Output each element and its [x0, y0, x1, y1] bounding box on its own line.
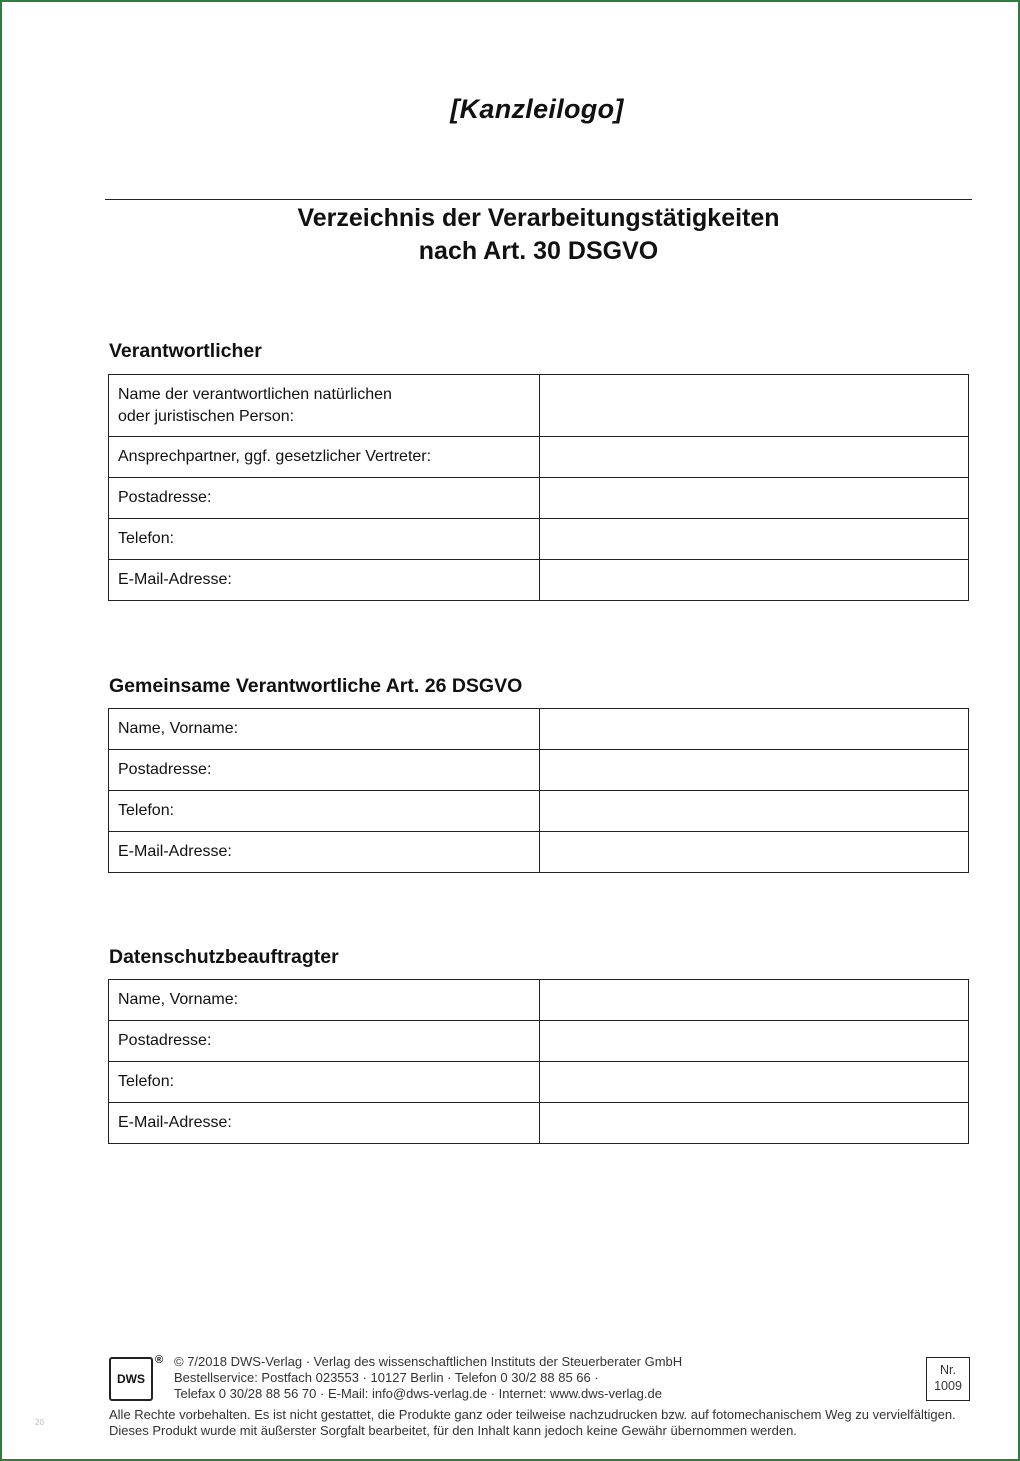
document-title-line-1: Verzeichnis der Verarbeitungstätigkeiten [297, 204, 780, 232]
phone-entry-field[interactable] [540, 791, 969, 832]
name-entry-field[interactable] [540, 375, 969, 437]
row-label: E-Mail-Adresse: [109, 832, 540, 873]
table-row [109, 1062, 969, 1103]
table-row [109, 375, 969, 437]
publisher-info [174, 1354, 682, 1402]
legal-notice [109, 1407, 956, 1439]
row-label: E-Mail-Adresse: [109, 560, 540, 601]
email-entry-field[interactable] [540, 832, 969, 873]
phone-entry-field[interactable] [540, 519, 969, 560]
document-title [105, 202, 972, 268]
registered-mark: ® [155, 1354, 164, 1366]
dws-logo-icon: DWS [109, 1357, 153, 1401]
table-row [109, 478, 969, 519]
product-number-value: 1009 [934, 1379, 962, 1393]
table-row [109, 519, 969, 560]
product-number-label: Nr. [940, 1363, 956, 1377]
document-title-line-2: nach Art. 30 DSGVO [418, 237, 659, 265]
row-label: Telefon: [109, 1062, 540, 1103]
contact-person-entry-field[interactable] [540, 437, 969, 478]
table-row [109, 560, 969, 601]
row-label-line-2: oder juristischen Person: [118, 407, 295, 425]
table-row [109, 1103, 969, 1144]
row-label: E-Mail-Adresse: [109, 1103, 540, 1144]
table-row [109, 709, 969, 750]
row-label: Postadresse: [109, 1021, 540, 1062]
table-row [109, 750, 969, 791]
email-entry-field[interactable] [540, 1103, 969, 1144]
row-label: Telefon: [109, 791, 540, 832]
product-number-box [926, 1357, 970, 1401]
row-label: Postadresse: [109, 750, 540, 791]
legal-notice-line-2: Dieses Produkt wurde mit äußerster Sorgfalt bearbeitet, für den Inhalt kann jedoch keine Gewähr übernommen werden. [109, 1423, 797, 1438]
email-entry-field[interactable] [540, 560, 969, 601]
firm-logo-placeholder: [Kanzleilogo] [450, 94, 624, 124]
table-row [109, 980, 969, 1021]
row-label: Telefon: [109, 519, 540, 560]
section-heading-verantwortlicher: Verantwortlicher [109, 340, 262, 362]
postal-address-entry-field[interactable] [540, 1021, 969, 1062]
title-divider [105, 199, 972, 200]
table-joint-controllers [108, 708, 969, 873]
table-row [109, 437, 969, 478]
publisher-info-line-1: © 7/2018 DWS-Verlag · Verlag des wissenschaftlichen Instituts der Steuerberater GmbH [174, 1354, 683, 1369]
table-data-protection-officer [108, 979, 969, 1144]
name-entry-field[interactable] [540, 980, 969, 1021]
phone-entry-field[interactable] [540, 1062, 969, 1103]
publisher-info-line-2: Bestellservice: Postfach 023553 · 10127 Berlin · Telefon 0 30/2 88 85 66 · [174, 1370, 599, 1385]
postal-address-entry-field[interactable] [540, 750, 969, 791]
publisher-info-line-3: Telefax 0 30/28 88 56 70 · E-Mail: info@dws-verlag.de · Internet: www.dws-verlag.de [174, 1386, 662, 1401]
table-row [109, 791, 969, 832]
postal-address-entry-field[interactable] [540, 478, 969, 519]
table-row [109, 832, 969, 873]
legal-notice-line-1: Alle Rechte vorbehalten. Es ist nicht gestattet, die Produkte ganz oder teilweise nachzudrucken bzw. auf fotomechanischem Weg zu vervielfältigen. [109, 1407, 956, 1422]
row-label: Ansprechpartner, ggf. gesetzlicher Vertreter: [109, 437, 540, 478]
row-label: Postadresse: [109, 478, 540, 519]
section-heading-joint-controllers: Gemeinsame Verantwortliche Art. 26 DSGVO [109, 675, 523, 697]
row-label: Name, Vorname: [109, 980, 540, 1021]
table-row [109, 1021, 969, 1062]
page-number: 20 [35, 1418, 44, 1427]
row-label-line-1: Name der verantwortlichen natürlichen [118, 385, 392, 403]
row-label: Name, Vorname: [109, 709, 540, 750]
section-heading-data-protection-officer: Datenschutzbeauftragter [109, 946, 339, 968]
table-verantwortlicher [108, 374, 969, 601]
name-entry-field[interactable] [540, 709, 969, 750]
row-label [109, 375, 540, 437]
